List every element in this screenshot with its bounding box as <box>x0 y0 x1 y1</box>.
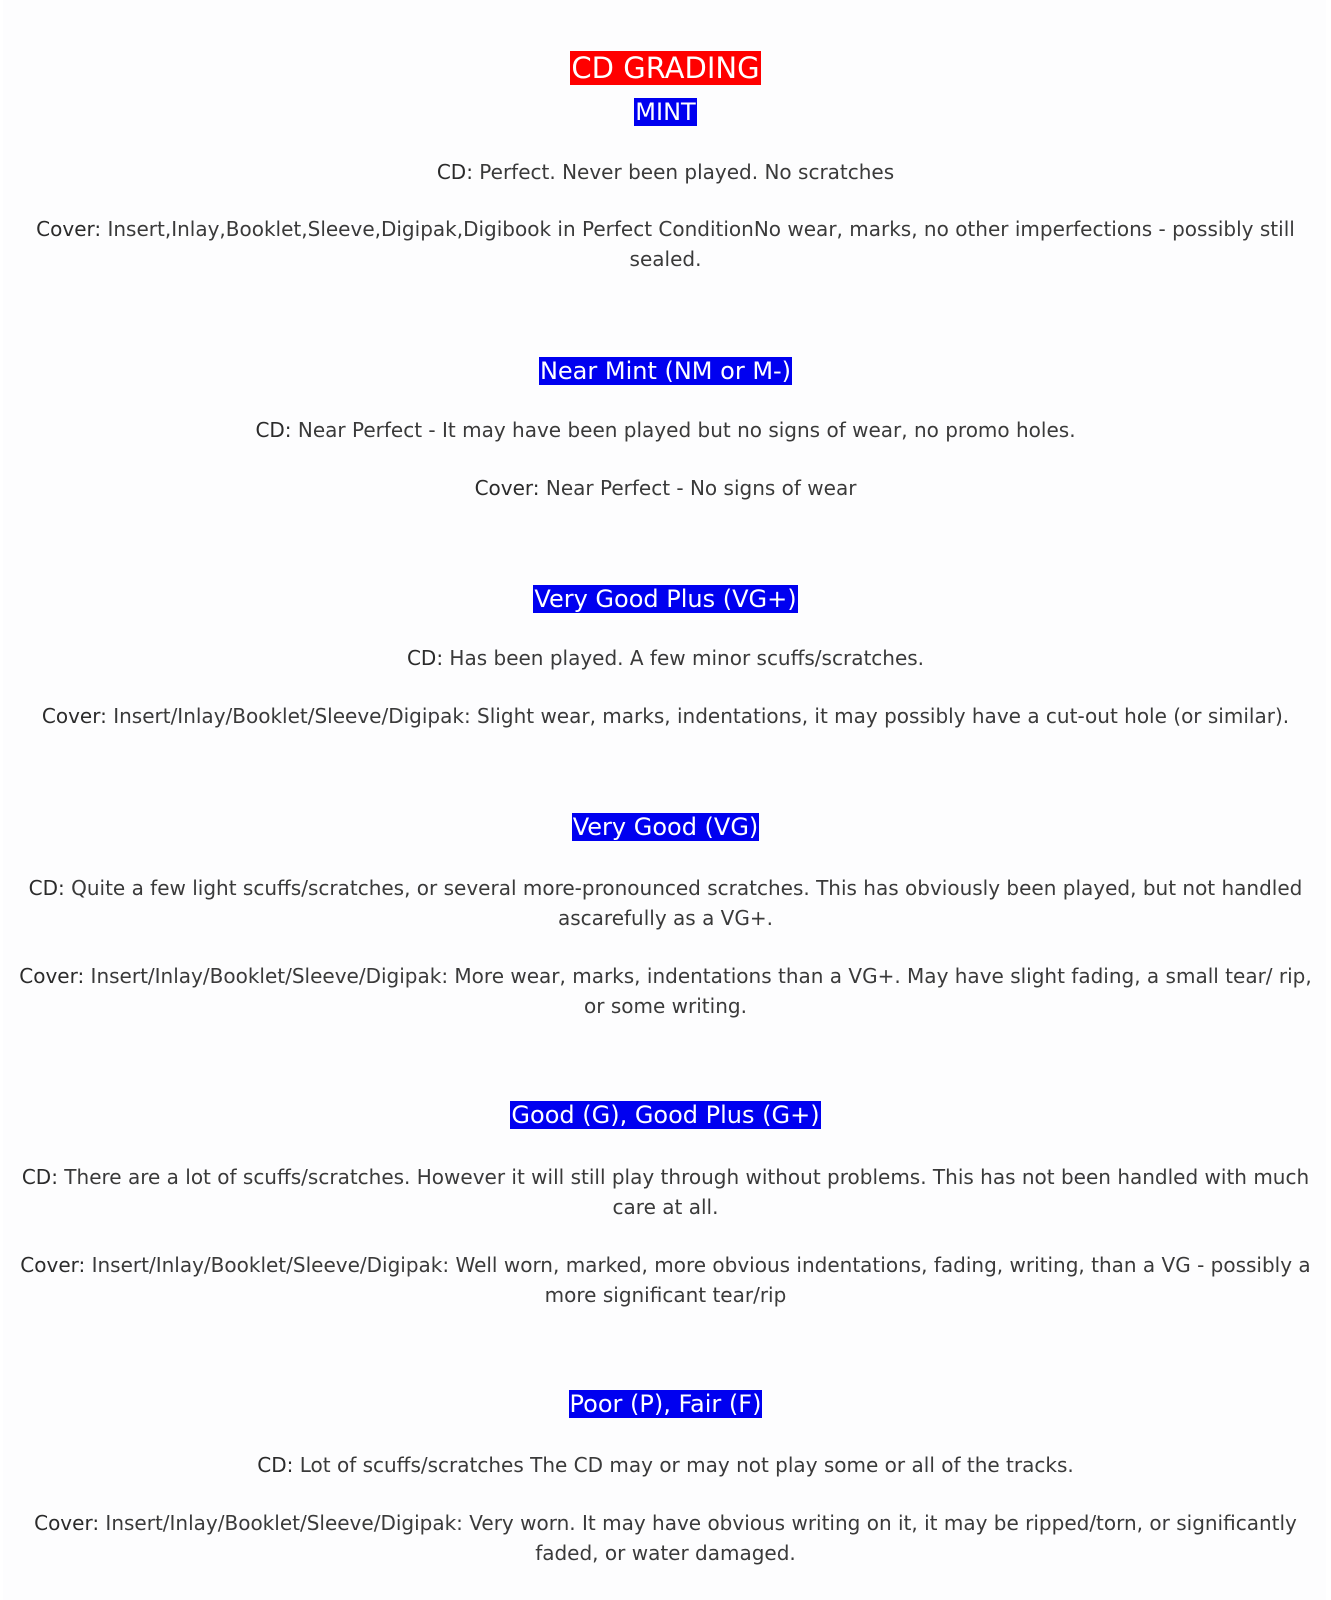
cd-text: Has been played. A few minor scuffs/scratches. <box>443 646 925 670</box>
cd-description-very-good <box>16 873 1315 933</box>
page-title-text: CD GRADING <box>571 51 760 85</box>
cd-description-good <box>16 1162 1315 1222</box>
cover-description-very-good <box>16 961 1315 1021</box>
grade-heading-near-mint: Near Mint (NM or M-) <box>539 357 792 385</box>
cover-description-good <box>10 1250 1321 1310</box>
cd-description-mint <box>16 157 1315 187</box>
cd-text: Near Perfect - It may have been played but no signs of wear, no promo holes. <box>291 418 1076 442</box>
cd-label: CD: <box>257 1453 294 1477</box>
grade-heading-poor: Poor (P), Fair (F) <box>569 1390 762 1418</box>
cover-description-poor <box>16 1508 1315 1568</box>
cover-text: Insert/Inlay/Booklet/Sleeve/Digipak: Well worn, marked, more obvious indentations, fading, writing, than a VG - possibly a more significant tear/rip <box>85 1253 1311 1307</box>
grade-heading-good: Good (G), Good Plus (G+) <box>511 1101 820 1129</box>
cover-description-near-mint <box>16 473 1315 503</box>
cd-label: CD: <box>436 160 473 184</box>
page-title <box>0 49 1331 87</box>
cd-text: Quite a few light scuffs/scratches, or several more-pronounced scratches. This has obviously been played, but not handled ascarefully as a VG+. <box>64 876 1303 930</box>
grade-heading-very-good: Very Good (VG) <box>572 813 759 841</box>
cd-description-very-good-plus <box>16 643 1315 673</box>
cover-text: Insert,Inlay,Booklet,Sleeve,Digipak,Digibook in Perfect ConditionNo wear, marks, no other imperfections - possibly still sealed. <box>101 217 1295 271</box>
cover-label: Cover: <box>19 964 85 988</box>
cover-text: Insert/Inlay/Booklet/Sleeve/Digipak: Slight wear, marks, indentations, it may possibly have a cut-out hole (or similar). <box>106 704 1290 728</box>
grade-heading-very-good-plus: Very Good Plus (VG+) <box>534 585 797 613</box>
cover-text: Near Perfect - No signs of wear <box>539 476 857 500</box>
grade-heading-mint: MINT <box>635 98 696 126</box>
cd-description-poor <box>16 1450 1315 1480</box>
cover-label: Cover: <box>20 1253 86 1277</box>
cd-label: CD: <box>28 876 65 900</box>
cd-text: Perfect. Never been played. No scratches <box>472 160 895 184</box>
cover-label: Cover: <box>41 704 107 728</box>
cd-text: Lot of scuffs/scratches The CD may or may not play some or all of the tracks. <box>293 1453 1074 1477</box>
cd-label: CD: <box>21 1165 58 1189</box>
cd-description-near-mint <box>16 415 1315 445</box>
cover-description-very-good-plus <box>16 701 1315 731</box>
cover-label: Cover: <box>474 476 540 500</box>
cover-text: Insert/Inlay/Booklet/Sleeve/Digipak: Very worn. It may have obvious writing on it, it may be ripped/torn, or significantly faded, or water damaged. <box>99 1511 1297 1565</box>
cover-description-mint <box>16 214 1315 274</box>
cd-label: CD: <box>255 418 292 442</box>
cover-label: Cover: <box>34 1511 100 1535</box>
cd-text: There are a lot of scuffs/scratches. However it will still play through without problems. This has not been handled with much care at all. <box>57 1165 1310 1219</box>
cover-label: Cover: <box>36 217 102 241</box>
cd-label: CD: <box>406 646 444 670</box>
cover-text: Insert/Inlay/Booklet/Sleeve/Digipak: More wear, marks, indentations than a VG+. May have slight fading, a small tear/ rip, or some writing. <box>84 964 1312 1018</box>
